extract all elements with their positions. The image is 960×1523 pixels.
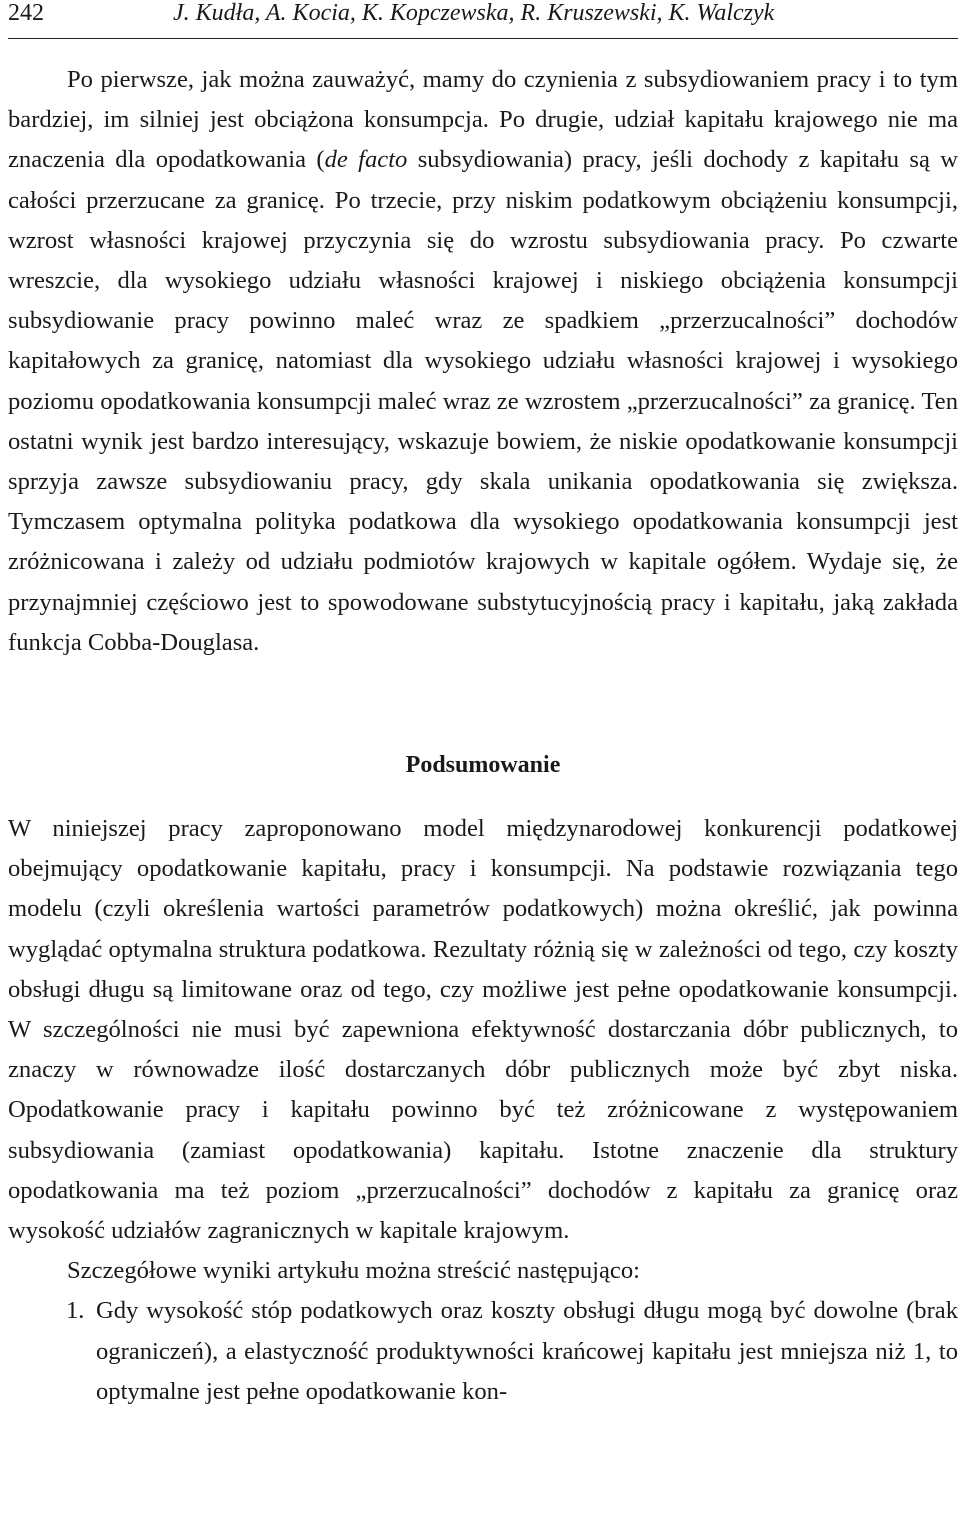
section-title: Podsumowanie: [405, 752, 561, 779]
list-item: [8, 1291, 958, 1412]
paragraph-findings-part2: subsydiowania) pracy, jeśli dochody z kapitału są w całości przerzucane za granicę. Po trzecie, przy niskim podatkowym obciążeniu konsumpcji, wzrost własności krajowej przyczynia się do wzrostu subsydiowania pracy. Po czwarte wreszcie, dla wysokiego udziału własności krajowej i niskiego obciążenia konsumpcji subsydiowanie pracy powinno maleć wraz ze spadkiem „przerzucalności” dochodów kapitałowych za granicę, natomiast dla wysokiego udziału własności krajowej i wysokiego poziomu opodatkowania konsumpcji maleć wraz ze wzrostem „przerzucalności” za granicę. Ten ostatni wynik jest bardzo interesujący, wskazuje bowiem, że niskie opodatkowanie konsumpcji sprzyja zawsze subsydiowaniu pracy, gdy skala unikania opodatkowania się zwiększa. Tymczasem optymalna polityka podatkowa dla wysokiego opodatkowania konsumpcji jest zróżnicowana i zależy od udziału podmiotów krajowych w kapitale ogółem. Wydaje się, że przynajmniej częściowo jest to spowodowane substytucyjnością pracy i kapitału, jaką zakłada funkcja Cobba-Douglasa.: [8, 146, 959, 656]
page: [8, 0, 958, 1523]
paragraph-findings-part1: Po pierwsze, jak można zauważyć, mamy do czynienia z subsydiowaniem pracy i to tym bardziej, im silniej jest obciążona konsumpcja. Po drugie, udział kapitału krajowego nie ma znaczenia dla opodatkowania (: [8, 66, 958, 174]
list-item-text: Gdy wysokość stóp podatkowych oraz koszty obsługi długu mogą być dowolne (brak ograniczeń), a elastyczność produktywności krańcowej kapitału jest mniejsza niż 1, to optymalne jest pełne opodatkowanie kon-: [96, 1297, 958, 1405]
list-item-marker: 1.: [66, 1297, 85, 1325]
paragraph-findings-italic: de facto: [324, 146, 408, 174]
results-list: [8, 1291, 958, 1412]
running-head-authors: J. Kudła, A. Kocia, K. Kopczewska, R. Kruszewski, K. Walczyk: [173, 0, 775, 26]
paragraph-findings: [8, 60, 958, 663]
paragraph-summary: W niniejszej pracy zaproponowano model międzynarodowej konkurencji podatkowej obejmujący opodatkowanie kapitału, pracy i konsumpcji. Na podstawie rozwiązania tego modelu (czyli określenia wartości parametrów podatkowych) można określić, jak powinna wyglądać optymalna struktura podatkowa. Rezultaty różnią się w zależności od tego, czy koszty obsługi długu są limitowane oraz od tego, czy możliwe jest pełne opodatkowanie konsumpcji. W szczególności nie musi być zapewniona efektywność dostarczania dóbr publicznych, to znaczy w równowadze ilość dostarczanych dóbr publicznych może być zbyt niska. Opodatkowanie pracy i kapitału powinno być też zróżnicowane z występowaniem subsydiowania (zamiast opodatkowania) kapitału. Istotne znaczenie dla struktury opodatkowania ma też poziom „przerzucalności” dochodów z kapitału za granicę oraz wysokość udziałów zagranicznych w kapitale krajowym.: [8, 815, 958, 1245]
page-number: 242: [8, 0, 44, 26]
body-text: [8, 60, 958, 1412]
paragraph-results-intro: Szczegółowe wyniki artykułu można streścić następująco:: [67, 1257, 640, 1285]
running-head: [8, 0, 958, 39]
